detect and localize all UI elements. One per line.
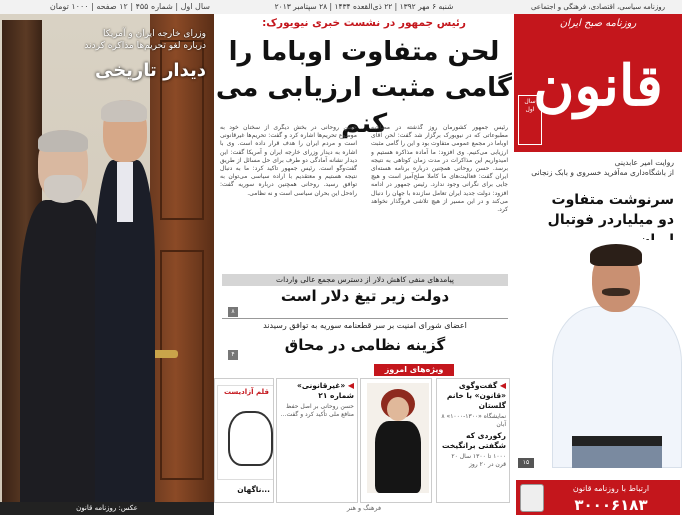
photo-credit: عکس: روزنامه قانون: [0, 502, 214, 515]
masthead[interactable]: [514, 0, 682, 152]
article-body: [220, 124, 508, 272]
portrait-photo: [534, 240, 682, 468]
cartoon-box[interactable]: قلم آزادیست ...ناگهان: [214, 378, 274, 503]
arrow-icon: ◀: [347, 381, 354, 390]
issue-box: سال اول: [518, 95, 542, 145]
secondary-headline[interactable]: دولت زیر تیغ دلار است: [280, 287, 450, 305]
arrow-icon: ◀: [499, 381, 506, 390]
sms-number: ۳۰۰۰۶۱۸۳: [574, 496, 648, 514]
door-panel: [160, 250, 204, 480]
paper-tagline: روزنامه سیاسی، اقتصادی، فرهنگی و اجتماعی: [514, 0, 682, 14]
photo-caption: وزرای خارجه ایران و آمریکا درباره لغو تحریم‌ها مذاکره کردند: [84, 29, 206, 51]
phone-icon: [520, 484, 544, 512]
photo-title[interactable]: دیدار تاریخی: [94, 60, 206, 81]
tertiary-headline[interactable]: گزینه نظامی در محاق: [284, 336, 446, 354]
section-banner: پیامدهای منفی کاهش دلار از دسترس مجمع عالی واردات: [222, 274, 508, 286]
date-strip: شنبه ۶ مهر ۱۳۹۲ | ۲۲ ذی‌القعده ۱۴۳۴ | ۲۸ سپتامبر ۲۰۱۳: [214, 0, 514, 14]
main-headline[interactable]: لحن متفاوت اوباما را گامی مثبت ارزیابی می کنم: [215, 37, 513, 139]
photo-person-zarif: [20, 130, 105, 515]
date-strip: سال اول | شماره ۴۵۵ | ۱۲ صفحه | ۱۰۰۰ تومان: [0, 0, 214, 14]
cartoon-image: قلم آزادیست: [217, 385, 274, 480]
article-column: حسن روحانی در بخش دیگری از سخنان خود به موضوع تحریم‌ها اشاره کرد و گفت: تحریم‌ها غیرقانونی است و مردم ایران را هدف قرار داده است. وی با اشاره به دیدار وزرای خارجه ایران و آمریکا گفت: این دیدار نشانه آمادگی دو طرف برای حل مسائل از طریق گفت‌وگو است. رئیس جمهور تاکید کرد: ما به دنبال نتیجه هستیم و معتقدیم با اراده سیاسی می‌توان به توافق رسید. روحانی همچنین درباره سوریه گفت: راه‌حل این بحران سیاسی است و نه نظامی.: [220, 124, 357, 197]
secondary-subhead[interactable]: اعضای شورای امنیت بر سر قطعنامه سوریه به توافق رسیدند: [222, 318, 508, 330]
photo-person-kerry: [95, 100, 155, 515]
paper-logo: قانون: [533, 53, 663, 119]
photo-story[interactable]: [0, 0, 214, 515]
contact-footer[interactable]: ارتباط با روزنامه قانون ۳۰۰۰۶۱۸۳: [516, 480, 680, 515]
feature-box[interactable]: ◀ گفت‌وگوی «قانون» با خانم گلستان نمایشگاه «۱۳۰۰-۱۰۰۰» ۸ آبان رکوردی که شگفتی برانگیخت ۱۰۰۰ تا ۱۳۰۰ سال ۲۰ قرن در ۲۰ روز: [436, 378, 510, 503]
special-features-label: ویژه‌های امروز: [374, 364, 454, 376]
page-number-badge: ۴: [228, 350, 238, 360]
headline-kicker: رئیس جمهور در نشست خبری نیویورک:: [262, 17, 466, 29]
paper-subtitle: روزنامه صبح ایران: [559, 18, 637, 29]
feature-box[interactable]: ◀ «غیرقانونی» شماره ۲۱ حسن روحانی بر اصل حفظ منافع ملی تأکید کرد و گفت...: [276, 378, 358, 503]
feature-photo-box[interactable]: [360, 378, 432, 503]
sport-headline[interactable]: سرنوشت متفاوت دو میلیاردر فوتبال: [547, 192, 674, 228]
article-column: رئیس جمهور کشورمان روز گذشته در مصاحبه مطبوعاتی که در نیویورک برگزار شد گفت: لحن آقای اوباما در مجمع عمومی متفاوت بود و این را گامی مثبت ارزیابی می‌کنیم. وی افزود: ما آماده مذاکره هستیم و امیدواریم این مذاکرات در مدت زمان کوتاهی به نتیجه برسد. حسن روحانی همچنین درباره برنامه هسته‌ای ایران گفت: فعالیت‌های ما کاملا صلح‌آمیز است و هیچ جایی برای نگرانی وجود ندارد. رئیس جمهور در ادامه افزود: دولت جدید ایران تعامل سازنده با جهان را دنبال می‌کند و در این مسیر از هیچ تلاشی فروگذار نخواهد کرد.: [371, 124, 508, 214]
sport-kicker: روایت امیر عابدینی از باشگاه‌داری مه‌آفرید خسروی و بابک زنجانی: [531, 158, 674, 177]
page-number-badge: ۱۵: [518, 458, 534, 468]
portrait-photo: [367, 383, 429, 493]
main-news-column: [214, 0, 514, 515]
section-footer: فرهنگ و هنر: [346, 504, 382, 512]
masthead-column: [514, 0, 682, 515]
page-number-badge: ۸: [228, 307, 238, 317]
